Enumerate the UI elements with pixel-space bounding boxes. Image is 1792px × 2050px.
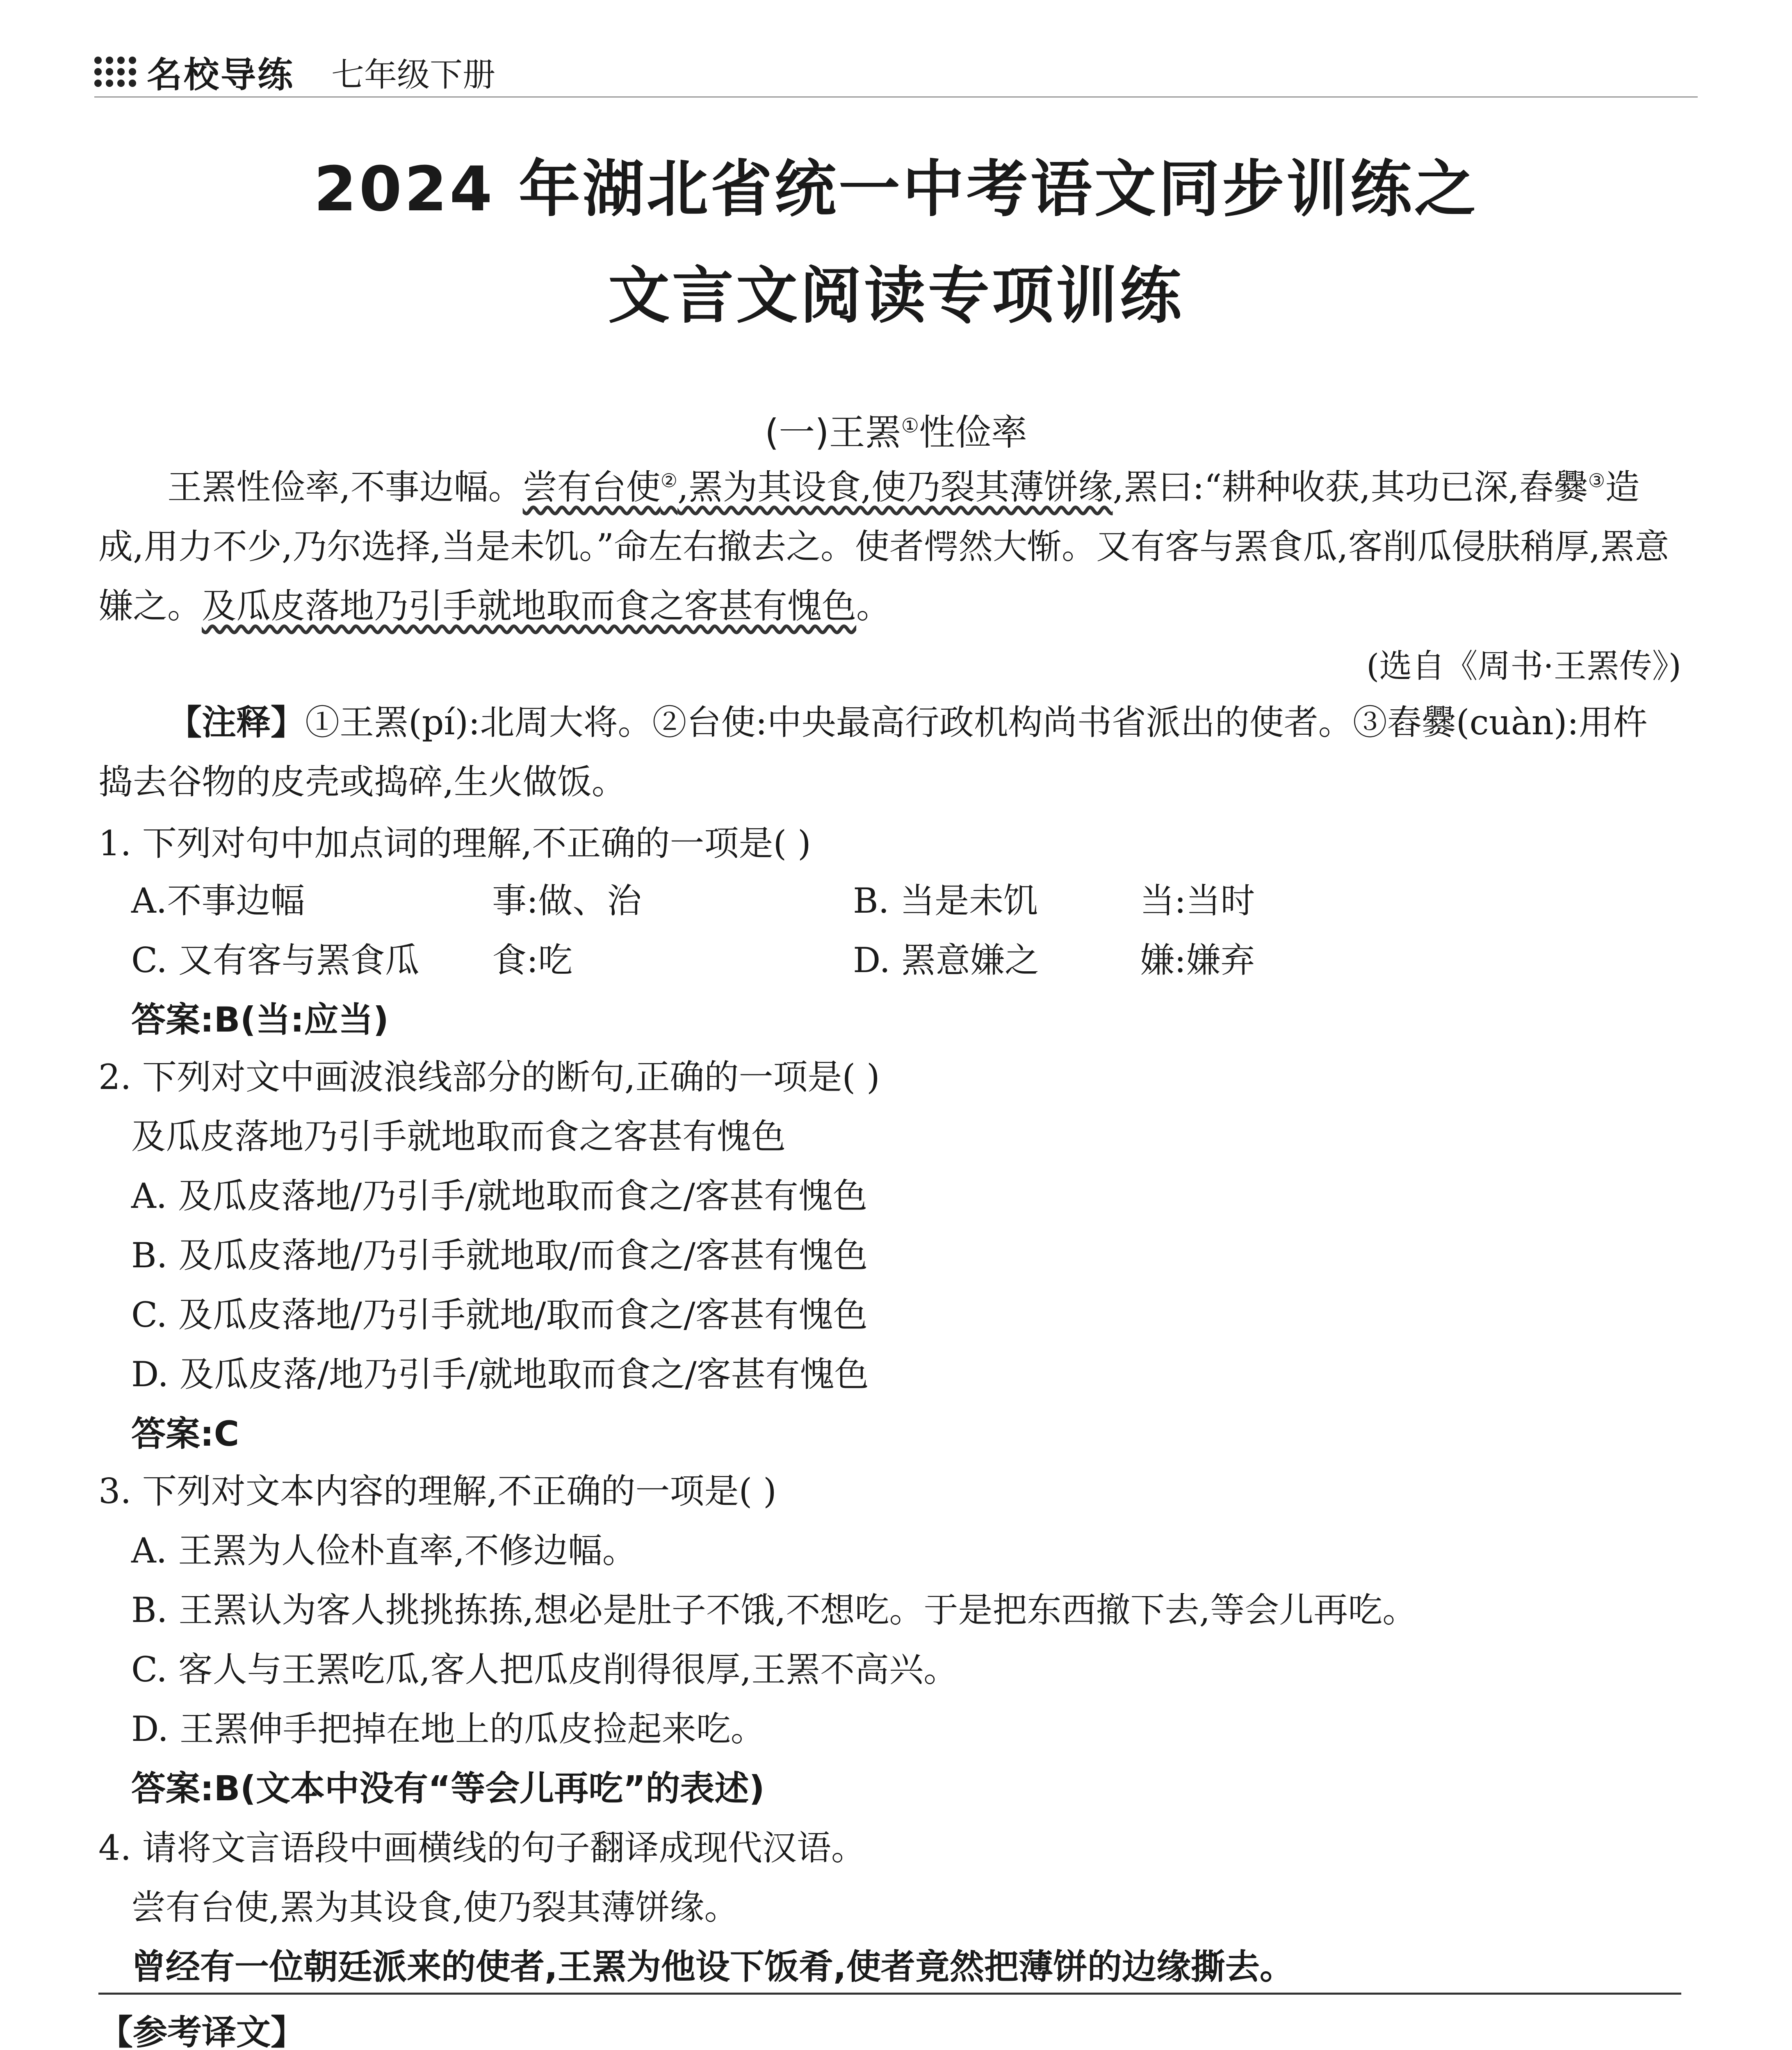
q2-option-d: D. 及瓜皮落/地乃引手/就地取而食之/客甚有愧色 <box>131 1354 869 1394</box>
q1-option-d: D. 罴意嫌之 <box>853 940 1039 980</box>
question-4-stem: 4. 请将文言语段中画横线的句子翻译成现代汉语。 <box>98 1828 866 1868</box>
question-2-stem: 2. 下列对文中画波浪线部分的断句,正确的一项是( ) <box>98 1057 880 1097</box>
q3-option-a: A. 王罴为人俭朴直率,不修边幅。 <box>131 1531 637 1571</box>
q1-option-d-gloss: 嫌:嫌弃 <box>1140 940 1255 980</box>
section1-passage: 王罴性俭率,不事边幅。尝有台使②,罴为其设食,使乃裂其薄饼缘,罴曰:“耕种收获,其功已深,舂爨③造成,用力不少,乃尔选择,当是未饥。”命左右撤去之。使者愕然大惭。又有客与罴食瓜,客削瓜侵肤稍厚,罴意嫌之。及瓜皮落地乃引手就地取而食之客甚有愧色。 <box>98 467 1669 626</box>
q3-option-c: C. 客人与王罴吃瓜,客人把瓜皮削得很厚,王罴不高兴。 <box>131 1649 958 1690</box>
q1-option-a-gloss: 事:做、治 <box>492 881 642 921</box>
question-3-stem: 3. 下列对文本内容的理解,不正确的一项是( ) <box>98 1471 777 1511</box>
book-grade: 七年级下册 <box>331 55 495 94</box>
question-1-stem: 1. 下列对句中加点词的理解,不正确的一项是( ) <box>98 823 811 863</box>
q3-option-b: B. 王罴认为客人挑挑拣拣,想必是肚子不饿,不想吃。于是把东西撤下去,等会儿再吃。 <box>131 1590 1417 1630</box>
page-title-line2: 文言文阅读专项训练 <box>608 260 1184 332</box>
translation-label: 【参考译文】 <box>98 2012 306 2050</box>
q1-option-a: A.不事边幅 <box>131 881 305 921</box>
section1-title: (一)王罴①性俭率 <box>764 411 1028 453</box>
answer-underline <box>98 1993 1681 1995</box>
section1-notes: 【注释】①王罴(pí):北周大将。②台使:中央最高行政机构尚书省派出的使者。③舂爨(cuàn):用杵捣去谷物的皮壳或捣碎,生火做饭。 <box>98 702 1648 802</box>
q4-answer: 曾经有一位朝廷派来的使者,王罴为他设下饭肴,使者竟然把薄饼的边缘撕去。 <box>131 1947 1294 1987</box>
passage-source: (选自《周书·王罴传》) <box>1366 647 1681 685</box>
dots-logo-icon <box>94 57 136 87</box>
header-divider <box>94 96 1698 98</box>
q2-option-b: B. 及瓜皮落地/乃引手就地取/而食之/客甚有愧色 <box>131 1235 868 1276</box>
page-title-line1: 2024 年湖北省统一中考语文同步训练之 <box>314 154 1478 225</box>
q2-option-a: A. 及瓜皮落地/乃引手/就地取而食之/客甚有愧色 <box>131 1176 867 1216</box>
q3-option-d: D. 王罴伸手把掉在地上的瓜皮捡起来吃。 <box>131 1709 765 1749</box>
book-brand: 名校导练 <box>147 55 294 96</box>
q3-answer: 答案:B(文本中没有“等会儿再吃”的表述) <box>131 1768 765 1809</box>
q2-answer: 答案:C <box>131 1414 239 1454</box>
q1-option-b-gloss: 当:当时 <box>1140 881 1255 921</box>
passage-wavy-line: 及瓜皮落地乃引手就地取而食之客甚有愧色 <box>202 586 857 626</box>
q4-sentence: 尝有台使,罴为其设食,使乃裂其薄饼缘。 <box>131 1887 739 1927</box>
q1-answer: 答案:B(当:应当) <box>131 1000 389 1040</box>
q1-option-c: C. 又有客与罴食瓜 <box>131 940 420 980</box>
passage-underlined-1: 尝有台使②,罴为其设食,使乃裂其薄饼缘 <box>522 467 1113 507</box>
q1-option-c-gloss: 食:吃 <box>492 940 573 980</box>
q2-sentence: 及瓜皮落地乃引手就地取而食之客甚有愧色 <box>131 1116 786 1157</box>
q2-option-c: C. 及瓜皮落地/乃引手就地/取而食之/客甚有愧色 <box>131 1295 868 1335</box>
q1-option-b: B. 当是未饥 <box>853 881 1038 921</box>
book-header <box>94 49 495 94</box>
